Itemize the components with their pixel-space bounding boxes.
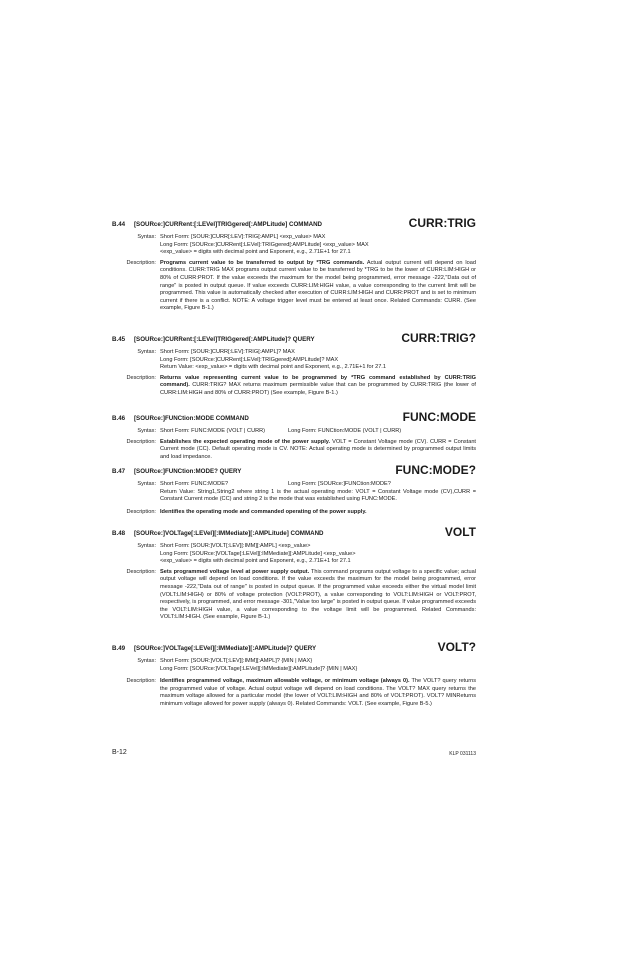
section-number: B.48: [112, 530, 126, 537]
description-text: Returns value representing current value to be programmed by *TRG command established by CURR:TRIG command). CURR:TRIG? MAX returns maximum permissible value that can be programmed by CURR:TRIG (the lower of CURR:LIM:HIGH and 80% of CURR:PROT) (See example, Figure B-1.): [160, 374, 476, 396]
syntax-line: Long Form: [SOURce:]CURRent[:LEVel]:TRIGgered[:AMPLitude] <exp_value> MAX: [160, 241, 369, 248]
description-label: Description:: [126, 508, 156, 515]
syntax-line: Short Form: [SOUR:]VOLT[:LEV][:IMM][:AMPL] <exp_value>: [160, 543, 311, 549]
syntax-label: Syntax:: [137, 658, 156, 664]
description-text: Establishes the expected operating mode of the power supply. VOLT = Constant Voltage mode (CV). CURR = Constant Current mode (CC). Default operating mode is CV. NOTE: Actual operating mode is determined by programmed output limits and load impedance.: [160, 438, 476, 460]
section-title: [SOURce:]VOLTage[:LEVel][:IMMediate][:AMPLitude]? QUERY: [134, 645, 317, 652]
page-number: B-12: [112, 749, 127, 756]
syntax-label: Syntax:: [137, 481, 156, 487]
command-mnemonic: FUNC:MODE: [402, 410, 476, 424]
syntax-line: <exp_value> = digits with decimal point and Exponent, e.g., 2.71E+1 for 27.1: [160, 249, 351, 256]
section-b49: [112, 640, 476, 709]
document-id: KLP 031113: [449, 751, 476, 757]
syntax-line: Long Form: [SOURce:]CURRent[:LEVel]:TRIGgered[:AMPLitude]? MAX: [160, 356, 339, 363]
command-mnemonic: CURR:TRIG?: [401, 331, 476, 345]
section-b44: [112, 216, 476, 313]
syntax-line: Short Form: FUNC:MODE (VOLT | CURR) Long Form: FUNCtion:MODE (VOLT | CURR): [160, 428, 402, 434]
syntax-line: Short Form: [SOUR:]CURR[:LEV]:TRIG[:AMPL] <exp_value> MAX: [160, 234, 326, 240]
description-text: Identifies programmed voltage, maximum allowable voltage, or minimum voltage (always 0). The VOLT? query returns the programmed value of voltage. Actual output voltage will depend on load conditions. The VOLT? MAX query returns the maximum voltage allowed for a particular model (the lower of VOLT:LIM:HIGH and 80% of VOLT:PROT). VOLT? MINReturns minimum voltage allowed for power supply (always 0). Related Commands: VOLT. (See example, Figure B-5.): [160, 678, 476, 707]
section-number: B.47: [112, 468, 126, 475]
section-number: B.45: [112, 336, 126, 343]
description-text: Sets programmed voltage level at power supply output. This command programs output voltage to a specific value; actual output voltage will depend on load conditions. If the value exceeds the maximum for the model being programmed, error message -222,"Data out of range" is posted in output queue. If the programmed value exceeds either the virtual model limit (VOLT:LIM:HIGH) or 80% of voltage protection (VOLT:PROT), a value corresponding to VOLT:LIM:HIGH or VOLT:PROT, respectively, is programmed, and error message -301,"Value too large" is posted in output queue. If value programmed exceeds the VOLT:LIM:HIGH value, a value corresponding to the voltage limit will be programmed. Related Commands: VOLT:LIM:HIGH. (See example, Figure B-1.): [160, 568, 476, 621]
syntax-line: Return Value: String1,String2 where string 1 is the actual operating mode: VOLT = Constant Voltage mode (CV),CURR = Constant Current mode (CC) and string 2 is the mode that was established using FUNC:MODE.: [160, 488, 476, 503]
section-b47: [112, 463, 476, 516]
description-text: Identifies the operating mode and commanded operating of the power supply.: [160, 508, 367, 515]
section-b48: [112, 525, 476, 622]
description-label: Description:: [126, 374, 156, 381]
section-title: [SOURce:]FUNCtion:MODE COMMAND: [134, 415, 249, 422]
section-title: [SOURce:]CURRent:[:LEVel]TRIGgered[:AMPLitude] COMMAND: [134, 221, 323, 228]
command-mnemonic: VOLT: [444, 525, 476, 539]
syntax-label: Syntax:: [137, 234, 156, 240]
syntax-line: Short Form: [SOUR:]VOLT[:LEV][:IMM][:AMPL]? {MIN | MAX}: [160, 658, 313, 664]
section-number: B.44: [112, 221, 126, 228]
syntax-label: Syntax:: [137, 543, 156, 549]
syntax-label: Syntax:: [137, 428, 156, 434]
section-b46: [112, 410, 476, 461]
syntax-line: Long Form: [SOURce:]VOLTage[:LEVel][:IMMediate][:AMPLitude] <exp_value>: [160, 550, 356, 557]
section-title: [SOURce:]VOLTage[:LEVel][:IMMediate][:AMPLitude] COMMAND: [134, 530, 324, 537]
section-b45: [112, 331, 476, 398]
description-label: Description:: [126, 259, 156, 266]
command-mnemonic: VOLT?: [437, 640, 476, 654]
section-number: B.49: [112, 645, 126, 652]
syntax-line: Short Form: FUNC:MODE? Long Form: [SOURce:]FUNCtion:MODE?: [160, 481, 391, 487]
command-mnemonic: CURR:TRIG: [408, 216, 476, 230]
syntax-line: Return Value: <exp_value> = digits with decimal point and Exponent, e.g., 2.71E+1 for 27.1: [160, 364, 386, 371]
description-text: Programs current value to be transferred to output by *TRG commands. Actual output current will depend on load conditions. CURR:TRIG MAX programs output current value to be transferred by *TRG to be the lower of CURR:LIM:HIGH or 80% of CURR:PROT. If the value exceeds the maximum for the model being programmed, error message -222,"Data out of range" is posted in output queue. If value exceeds CURR:LIM:HIGH value, a value corresponding to the current limit will be programmed. This value is automatically checked after execution of CURR:LIM:HIGH and CURR:PROT and is set to minimum current if there is a conflict. NOTE: A voltage trigger level must be entered at least once. Related Commands: CURR. (See example, Figure B-1.): [160, 259, 476, 312]
syntax-line: Short Form: [SOUR:]CURR[:LEV]:TRIG[:AMPL]? MAX: [160, 349, 295, 355]
syntax-label: Syntax:: [137, 349, 156, 355]
syntax-line: Long Form: [SOURce:]VOLTage[:LEVel][:IMMediate][:AMPLitude]? {MIN | MAX}: [160, 665, 358, 672]
section-title: [SOURce:]CURRent:[:LEVel]TRIGgered[:AMPLitude]? QUERY: [134, 336, 315, 343]
description-label: Description:: [126, 568, 156, 575]
description-label: Description:: [126, 438, 156, 445]
section-number: B.46: [112, 415, 126, 422]
description-label: Description:: [126, 678, 156, 685]
section-title: [SOURce:]FUNCtion:MODE? QUERY: [134, 468, 242, 475]
command-mnemonic: FUNC:MODE?: [395, 463, 476, 477]
syntax-line: <exp_value> = digits with decimal point and Exponent, e.g., 2.71E+1 for 27.1: [160, 558, 351, 565]
